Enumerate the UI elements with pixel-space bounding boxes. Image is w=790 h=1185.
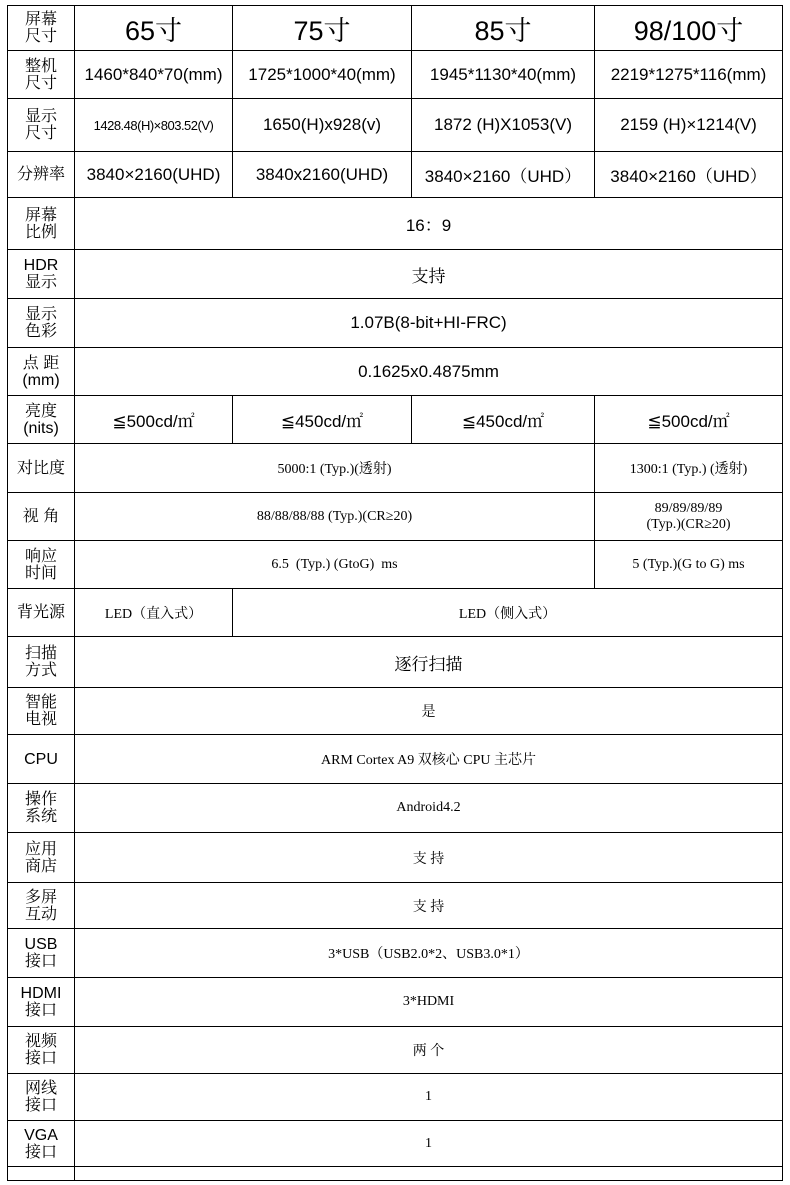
row-hdmi: [8, 978, 783, 1027]
label-usb: USB 接口: [8, 929, 75, 978]
cell-multi-screen: 支 持: [75, 883, 783, 929]
cell-brightness: ≦500cd/㎡: [75, 396, 233, 444]
label-viewing-angle: 视 角: [8, 493, 75, 541]
label-contrast: 对比度: [8, 444, 75, 493]
cell-display-size: 1872 (H)X1053(V): [412, 99, 595, 152]
cell-colors: 1.07B(8-bit+HI-FRC): [75, 299, 783, 348]
label-os: 操作 系统: [8, 784, 75, 833]
empty-cell: [8, 1167, 75, 1181]
cell-os: Android4.2: [75, 784, 783, 833]
cell-display-size: 2159 (H)×1214(V): [595, 99, 783, 152]
cell-app-store: 支 持: [75, 833, 783, 883]
cell-scan: 逐行扫描: [75, 637, 783, 688]
label-vga: VGA 接口: [8, 1121, 75, 1167]
row-dimensions: [8, 51, 783, 99]
row-response-time: [8, 541, 783, 589]
label-app-store: 应用 商店: [8, 833, 75, 883]
cell-resolution: 3840x2160(UHD): [233, 152, 412, 198]
cell-video: 两 个: [75, 1027, 783, 1074]
size-98-100: 98/100寸: [595, 6, 783, 51]
label-aspect-ratio: 屏幕 比例: [8, 198, 75, 250]
size-75: 75寸: [233, 6, 412, 51]
label-dimensions: 整机 尺寸: [8, 51, 75, 99]
row-aspect-ratio: [8, 198, 783, 250]
cell-usb: 3*USB（USB2.0*2、USB3.0*1）: [75, 929, 783, 978]
cell-lan: 1: [75, 1074, 783, 1121]
row-scan: [8, 637, 783, 688]
label-video: 视频 接口: [8, 1027, 75, 1074]
label-hdr: HDR 显示: [8, 250, 75, 299]
row-smart-tv: [8, 688, 783, 735]
cell-resolution: 3840×2160（UHD）: [412, 152, 595, 198]
row-usb: [8, 929, 783, 978]
empty-cell: [75, 1167, 783, 1181]
size-85: 85寸: [412, 6, 595, 51]
cell-resolution: 3840×2160（UHD）: [595, 152, 783, 198]
label-response-time: 响应 时间: [8, 541, 75, 589]
label-smart-tv: 智能 电视: [8, 688, 75, 735]
label-backlight: 背光源: [8, 589, 75, 637]
cell-display-size: 1428.48(H)×803.52(V): [75, 99, 233, 152]
label-scan: 扫描 方式: [8, 637, 75, 688]
row-os: [8, 784, 783, 833]
cell-viewing-angle-large: 89/89/89/89 (Typ.)(CR≥20): [595, 493, 783, 541]
label-pixel-pitch: 点 距 (mm): [8, 348, 75, 396]
row-screen-size: [8, 6, 783, 51]
label-display-size: 显示 尺寸: [8, 99, 75, 152]
row-resolution: [8, 152, 783, 198]
spec-table: [7, 5, 783, 1181]
label-screen-size: 屏幕 尺寸: [8, 6, 75, 51]
label-resolution: 分辨率: [8, 152, 75, 198]
row-lan: [8, 1074, 783, 1121]
cell-dimensions: 1725*1000*40(mm): [233, 51, 412, 99]
cell-contrast: 5000:1 (Typ.)(透射): [75, 444, 595, 493]
label-lan: 网线 接口: [8, 1074, 75, 1121]
row-contrast: [8, 444, 783, 493]
cell-pixel-pitch: 0.1625x0.4875mm: [75, 348, 783, 396]
cell-display-size: 1650(H)x928(v): [233, 99, 412, 152]
cell-viewing-angle: 88/88/88/88 (Typ.)(CR≥20): [75, 493, 595, 541]
row-backlight: [8, 589, 783, 637]
size-65: 65寸: [75, 6, 233, 51]
row-brightness: [8, 396, 783, 444]
cell-dimensions: 2219*1275*116(mm): [595, 51, 783, 99]
spec-sheet: [7, 5, 782, 1181]
cell-aspect-ratio: 16：9: [75, 198, 783, 250]
cell-smart-tv: 是: [75, 688, 783, 735]
row-viewing-angle: [8, 493, 783, 541]
row-colors: [8, 299, 783, 348]
row-app-store: [8, 833, 783, 883]
label-brightness: 亮度 (nits): [8, 396, 75, 444]
cell-cpu: ARM Cortex A9 双核心 CPU 主芯片: [75, 735, 783, 784]
label-hdmi: HDMI 接口: [8, 978, 75, 1027]
label-cpu: CPU: [8, 735, 75, 784]
row-video: [8, 1027, 783, 1074]
cell-hdr: 支持: [75, 250, 783, 299]
row-pixel-pitch: [8, 348, 783, 396]
row-vga: [8, 1121, 783, 1167]
cell-backlight-direct: LED（直入式）: [75, 589, 233, 637]
cell-brightness: ≦500cd/㎡: [595, 396, 783, 444]
cell-hdmi: 3*HDMI: [75, 978, 783, 1027]
cell-brightness: ≦450cd/㎡: [233, 396, 412, 444]
cell-response-time-large: 5 (Typ.)(G to G) ms: [595, 541, 783, 589]
cell-dimensions: 1460*840*70(mm): [75, 51, 233, 99]
cell-vga: 1: [75, 1121, 783, 1167]
row-empty: [8, 1167, 783, 1181]
row-display-size: [8, 99, 783, 152]
cell-contrast-large: 1300:1 (Typ.) (透射): [595, 444, 783, 493]
row-cpu: [8, 735, 783, 784]
cell-response-time: 6.5 (Typ.) (GtoG) ms: [75, 541, 595, 589]
cell-resolution: 3840×2160(UHD): [75, 152, 233, 198]
cell-brightness: ≦450cd/㎡: [412, 396, 595, 444]
label-multi-screen: 多屏 互动: [8, 883, 75, 929]
label-colors: 显示 色彩: [8, 299, 75, 348]
cell-dimensions: 1945*1130*40(mm): [412, 51, 595, 99]
row-multi-screen: [8, 883, 783, 929]
row-hdr: [8, 250, 783, 299]
cell-backlight-edge: LED（侧入式）: [233, 589, 783, 637]
